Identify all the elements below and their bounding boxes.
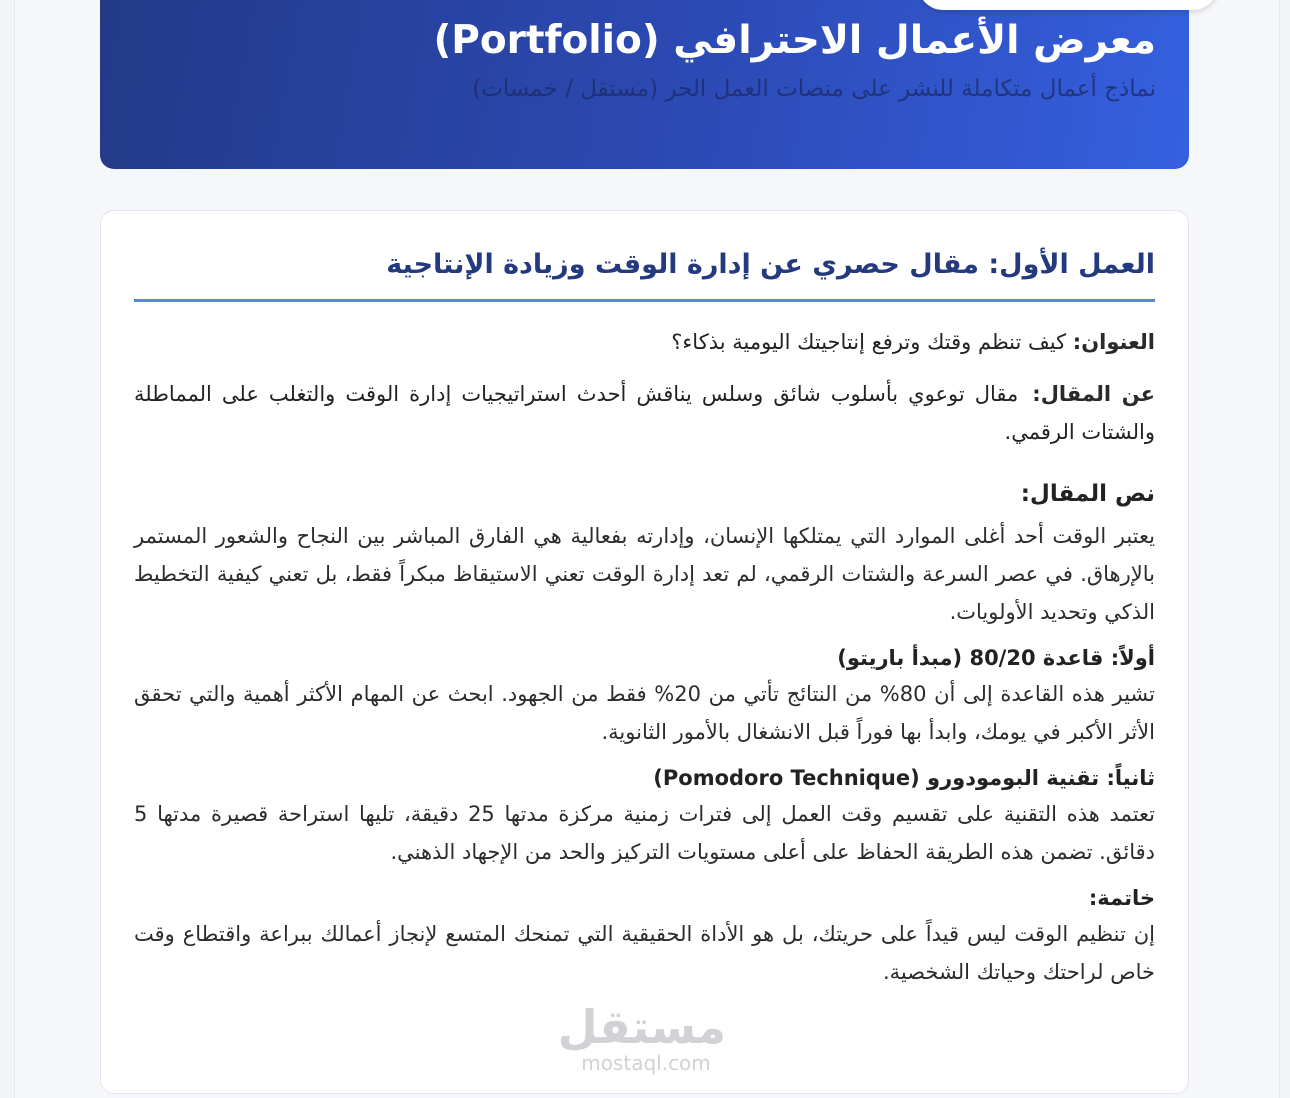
title-value: كيف تنظم وقتك وترفع إنتاجيتك اليومية بذكاء؟ xyxy=(671,330,1067,354)
article-title-row xyxy=(134,327,1155,357)
title-label: العنوان: xyxy=(1072,330,1155,354)
section-text-conclusion: إن تنظيم الوقت ليس قيداً على حريتك، بل هو الأداة الحقيقية التي تمنحك المتسع لإنجاز أعمالك ببراعة واقتطاع وقت خاص لراحتك وحياتك الشخصية. xyxy=(134,922,1155,984)
header-pill xyxy=(918,0,1218,10)
watermark-url: mostaql.com xyxy=(581,1051,711,1075)
about-value: مقال توعوي بأسلوب شائق وسلس يناقش أحدث استراتيجيات إدارة الوقت والتغلب على المماطلة والشتات الرقمي. xyxy=(134,382,1155,444)
work-heading: العمل الأول: مقال حصري عن إدارة الوقت وزيادة الإنتاجية xyxy=(134,249,1155,302)
article-intro: يعتبر الوقت أحد أغلى الموارد التي يمتلكها الإنسان، وإدارته بفعالية هي الفارق المباشر بين النجاح والشعور المستمر بالإرهاق. في عصر السرعة والشتات الرقمي، لم تعد إدارة الوقت تعني الاستيقاظ مبكراً فقط، بل تعني كيفية التخطيط الذكي وتحديد الأولويات. xyxy=(134,524,1155,624)
portfolio-header xyxy=(100,0,1189,169)
article-body-heading: نص المقال: xyxy=(1020,481,1155,507)
section-text-pareto: تشير هذه القاعدة إلى أن 80% من النتائج تأتي من 20% فقط من الجهود. ابحث عن المهام الأكثر أهمية والتي تحقق الأثر الأكبر في يومك، وابدأ بها فوراً قبل الانشغال بالأمور الثانوية. xyxy=(134,682,1155,744)
section-heading-pareto: أولاً: قاعدة 80/20 (مبدأ باريتو) xyxy=(837,646,1155,670)
section-heading-pomodoro: ثانياً: تقنية البومودورو (Pomodoro Technique) xyxy=(653,766,1155,790)
page-title: معرض الأعمال الاحترافي (Portfolio) xyxy=(433,18,1156,63)
page-subtitle: نماذج أعمال متكاملة للنشر على منصات العمل الحر (مستقل / خمسات) xyxy=(472,76,1156,102)
article-about-row xyxy=(134,375,1155,451)
section-heading-conclusion: خاتمة: xyxy=(1088,886,1155,910)
section-text-pomodoro: تعتمد هذه التقنية على تقسيم وقت العمل إلى فترات زمنية مركزة مدتها 25 دقيقة، تليها استراحة قصيرة مدتها 5 دقائق. تضمن هذه الطريقة الحفاظ على أعلى مستويات التركيز والحد من الإجهاد الذهني. xyxy=(134,802,1156,864)
work-card xyxy=(100,210,1189,1094)
watermark-logo: مستقل xyxy=(557,1000,726,1054)
about-label: عن المقال: xyxy=(1032,382,1155,406)
